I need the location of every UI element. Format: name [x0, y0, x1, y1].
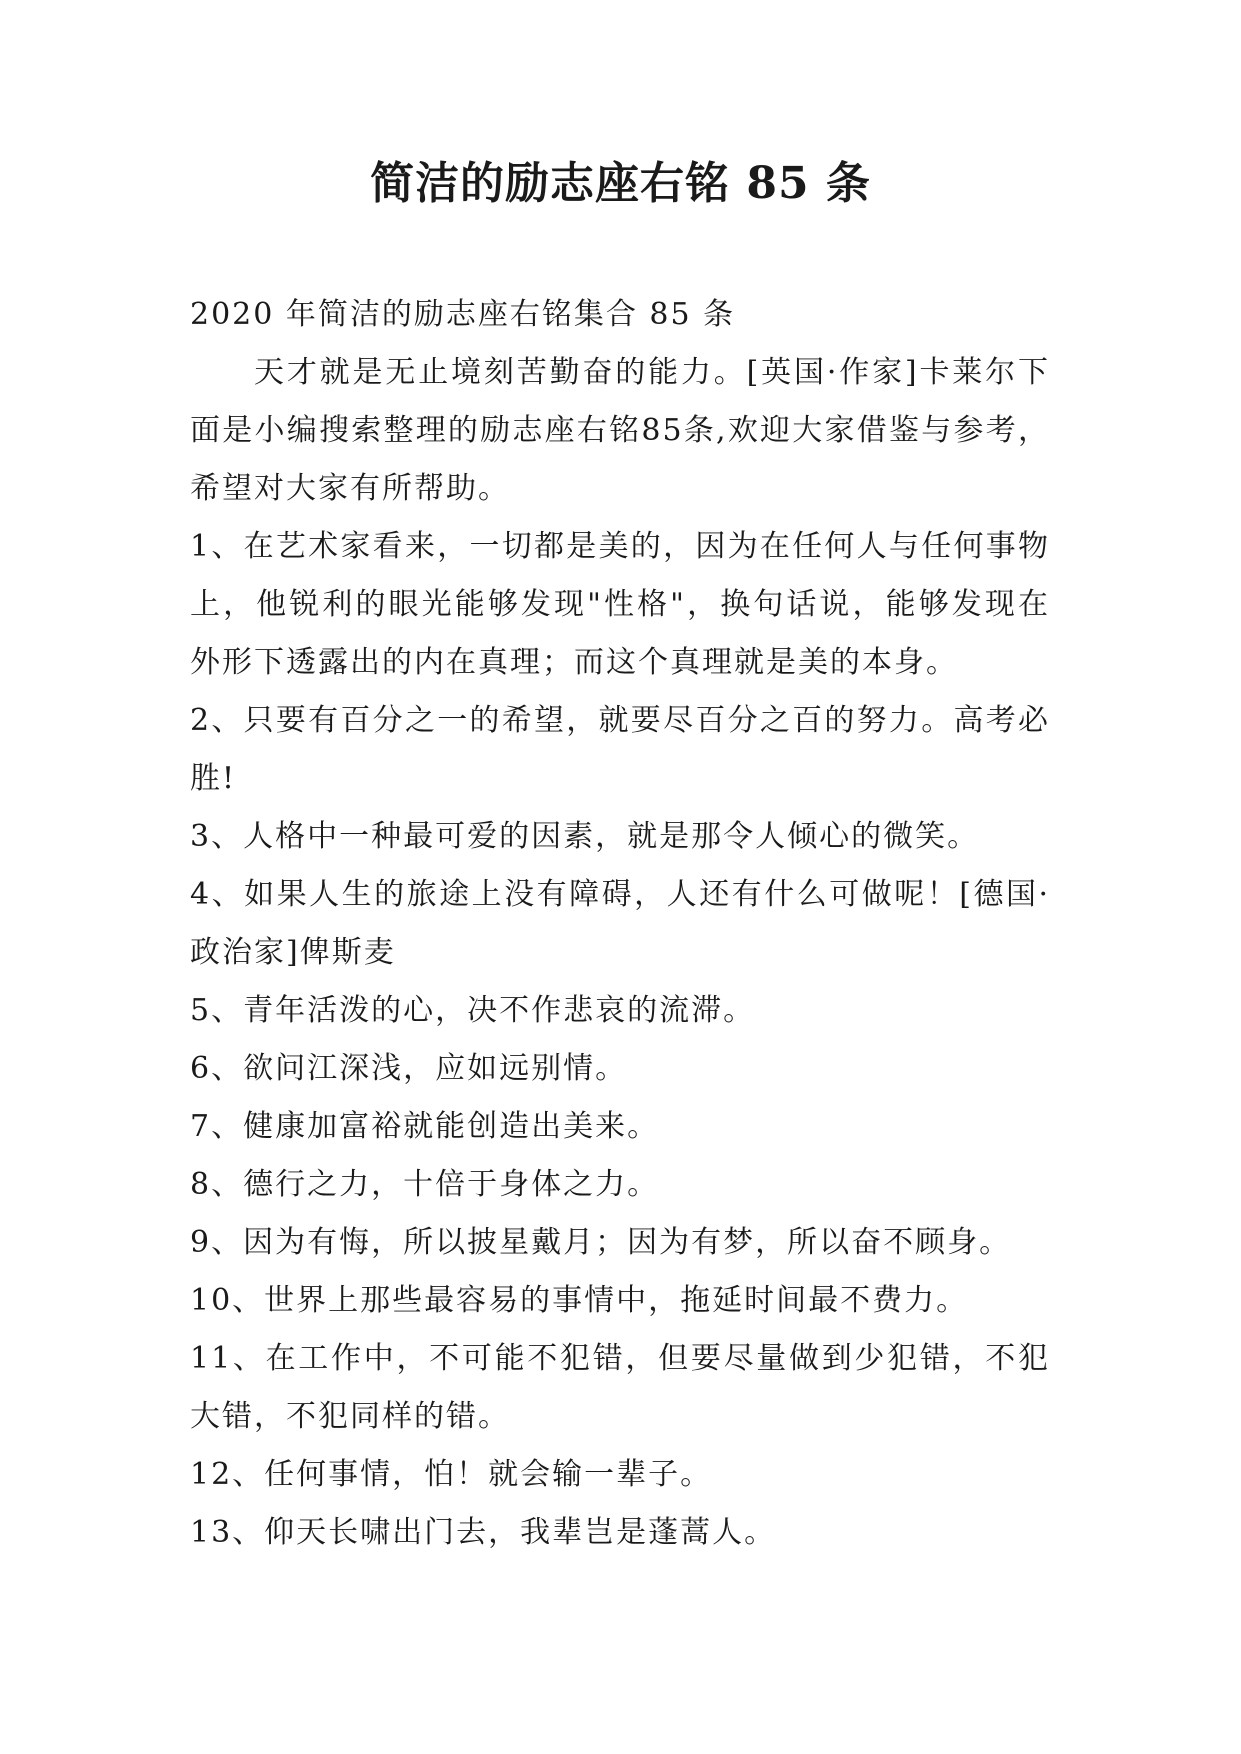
document-title: 简洁的励志座右铭 85 条 [370, 158, 871, 209]
list-item: 6、欲问江深浅，应如远别情。 [190, 1051, 628, 1086]
list-item: 10、世界上那些最容易的事情中，拖延时间最不费力。 [190, 1283, 969, 1318]
list-item: 3、人格中一种最可爱的因素，就是那令人倾心的微笑。 [190, 819, 980, 854]
list-item: 12、任何事情，怕！就会输一辈子。 [190, 1457, 713, 1492]
list-item: 1、在艺术家看来，一切都是美的，因为在任何人与任何事物上，他锐利的眼光能够发现"性格"，换句话说，能够发现在外形下透露出的内在真理；而这个真理就是美的本身。 [190, 529, 1050, 680]
list-item: 9、因为有悔，所以披星戴月；因为有梦，所以奋不顾身。 [190, 1225, 1012, 1260]
list-item: 7、健康加富裕就能创造出美来。 [190, 1109, 660, 1144]
list-item: 13、仰天长啸出门去，我辈岂是蓬蒿人。 [190, 1515, 777, 1550]
intro-paragraph: 天才就是无止境刻苦勤奋的能力。[英国·作家]卡莱尔下面是小编搜索整理的励志座右铭85条,欢迎大家借鉴与参考，希望对大家有所帮助。 [190, 355, 1050, 506]
list-item: 11、在工作中，不可能不犯错，但要尽量做到少犯错，不犯大错，不犯同样的错。 [190, 1341, 1050, 1434]
document-subtitle: 2020 年简洁的励志座右铭集合 85 条 [190, 297, 736, 332]
list-item: 8、德行之力，十倍于身体之力。 [190, 1167, 660, 1202]
document-body [190, 286, 1050, 1562]
list-item: 5、青年活泼的心，决不作悲哀的流滞。 [190, 993, 756, 1028]
list-item: 2、只要有百分之一的希望，就要尽百分之百的努力。高考必胜! [190, 703, 1050, 796]
list-item: 4、如果人生的旅途上没有障碍，人还有什么可做呢！[德国·政治家]俾斯麦 [190, 877, 1050, 970]
